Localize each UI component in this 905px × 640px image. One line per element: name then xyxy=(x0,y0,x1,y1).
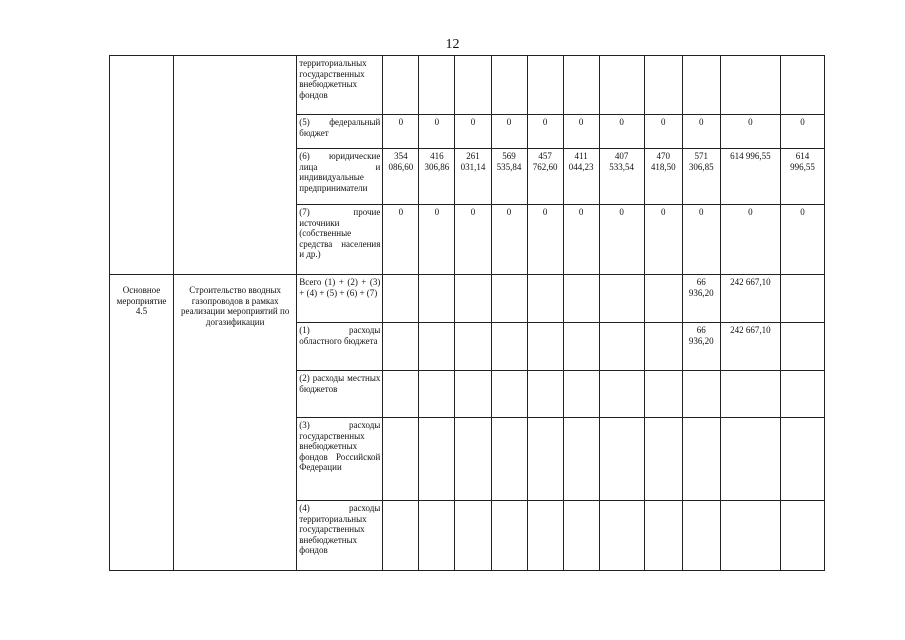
value-cell xyxy=(563,371,599,418)
activity-name-cell: Строительство вводных газопроводов в рамках реализации мероприятий по догазификации xyxy=(174,275,297,571)
funding-source-cell: (6) юридические лица и индивидуальные предприниматели xyxy=(297,149,383,205)
empty-activity-cell xyxy=(110,56,174,275)
value-cell xyxy=(491,56,527,115)
value-cell: 0 xyxy=(720,115,780,149)
value-cell xyxy=(455,275,491,323)
funding-source-cell: территориальных государственных внебюджетных фондов xyxy=(297,56,383,115)
value-cell xyxy=(644,56,682,115)
value-cell xyxy=(780,371,824,418)
value-cell xyxy=(599,323,644,371)
value-cell xyxy=(383,56,419,115)
value-cell xyxy=(563,323,599,371)
value-cell xyxy=(383,501,419,571)
value-cell xyxy=(491,418,527,501)
value-cell: 0 xyxy=(563,115,599,149)
value-cell: 0 xyxy=(455,115,491,149)
value-cell xyxy=(455,56,491,115)
value-cell: 0 xyxy=(419,205,455,275)
funding-source-cell: (1) расходы областного бюджета xyxy=(297,323,383,371)
value-cell: 66 936,20 xyxy=(682,323,720,371)
table-row xyxy=(110,56,825,115)
value-cell: 0 xyxy=(491,115,527,149)
value-cell xyxy=(527,501,563,571)
value-cell xyxy=(419,371,455,418)
value-cell: 569 535,84 xyxy=(491,149,527,205)
budget-table xyxy=(109,55,825,571)
value-cell xyxy=(780,418,824,501)
value-cell: 0 xyxy=(682,205,720,275)
value-cell xyxy=(720,418,780,501)
value-cell xyxy=(720,56,780,115)
value-cell xyxy=(419,501,455,571)
value-cell: 571 306,85 xyxy=(682,149,720,205)
value-cell: 242 667,10 xyxy=(720,323,780,371)
value-cell: 0 xyxy=(599,115,644,149)
value-cell: 0 xyxy=(383,115,419,149)
value-cell xyxy=(527,56,563,115)
funding-source-cell: (3) расходы государственных внебюджетных фондов Российской Федерации xyxy=(297,418,383,501)
value-cell xyxy=(419,323,455,371)
value-cell xyxy=(455,418,491,501)
value-cell xyxy=(780,501,824,571)
value-cell xyxy=(527,371,563,418)
value-cell: 0 xyxy=(419,115,455,149)
value-cell xyxy=(563,501,599,571)
value-cell: 411 044,23 xyxy=(563,149,599,205)
value-cell xyxy=(599,501,644,571)
value-cell xyxy=(780,56,824,115)
value-cell xyxy=(383,418,419,501)
value-cell xyxy=(780,275,824,323)
value-cell: 0 xyxy=(780,205,824,275)
value-cell xyxy=(491,323,527,371)
funding-source-cell: (2) расходы местных бюджетов xyxy=(297,371,383,418)
value-cell xyxy=(563,56,599,115)
value-cell xyxy=(527,275,563,323)
funding-source-cell: Всего (1) + (2) + (3) + (4) + (5) + (6) + (7) xyxy=(297,275,383,323)
value-cell xyxy=(720,501,780,571)
value-cell xyxy=(599,371,644,418)
value-cell: 457 762,60 xyxy=(527,149,563,205)
value-cell xyxy=(527,323,563,371)
value-cell xyxy=(563,418,599,501)
value-cell xyxy=(455,323,491,371)
value-cell: 0 xyxy=(491,205,527,275)
value-cell: 66 936,20 xyxy=(682,275,720,323)
value-cell: 0 xyxy=(644,115,682,149)
value-cell xyxy=(455,501,491,571)
value-cell: 354 086,60 xyxy=(383,149,419,205)
empty-name-cell xyxy=(174,56,297,275)
funding-source-cell: (7) прочие источники (собственные средства населения и др.) xyxy=(297,205,383,275)
value-cell: 614 996,55 xyxy=(720,149,780,205)
value-cell: 0 xyxy=(682,115,720,149)
value-cell xyxy=(527,418,563,501)
value-cell: 0 xyxy=(527,205,563,275)
value-cell: 407 533,54 xyxy=(599,149,644,205)
value-cell xyxy=(682,501,720,571)
value-cell xyxy=(720,371,780,418)
page-number: 12 xyxy=(445,37,460,52)
value-cell: 0 xyxy=(720,205,780,275)
value-cell xyxy=(419,56,455,115)
value-cell xyxy=(491,371,527,418)
value-cell xyxy=(455,371,491,418)
value-cell: 0 xyxy=(527,115,563,149)
value-cell: 614 996,55 xyxy=(780,149,824,205)
value-cell: 261 031,14 xyxy=(455,149,491,205)
value-cell xyxy=(383,275,419,323)
value-cell xyxy=(599,56,644,115)
value-cell xyxy=(599,418,644,501)
value-cell xyxy=(682,371,720,418)
value-cell: 0 xyxy=(644,205,682,275)
activity-label-cell: Основное мероприятие 4.5 xyxy=(110,275,174,571)
value-cell xyxy=(419,418,455,501)
value-cell xyxy=(491,275,527,323)
value-cell xyxy=(780,323,824,371)
funding-source-cell: (4) расходы территориальных государственных внебюджетных фондов xyxy=(297,501,383,571)
value-cell: 0 xyxy=(599,205,644,275)
value-cell: 416 306,86 xyxy=(419,149,455,205)
value-cell xyxy=(644,371,682,418)
value-cell xyxy=(599,275,644,323)
value-cell xyxy=(644,418,682,501)
value-cell xyxy=(644,323,682,371)
value-cell xyxy=(644,501,682,571)
value-cell: 0 xyxy=(563,205,599,275)
value-cell xyxy=(491,501,527,571)
table-row xyxy=(110,275,825,323)
value-cell xyxy=(419,275,455,323)
value-cell: 0 xyxy=(780,115,824,149)
value-cell xyxy=(682,56,720,115)
value-cell: 470 418,50 xyxy=(644,149,682,205)
value-cell xyxy=(563,275,599,323)
value-cell xyxy=(383,323,419,371)
value-cell: 242 667,10 xyxy=(720,275,780,323)
value-cell xyxy=(682,418,720,501)
value-cell: 0 xyxy=(383,205,419,275)
value-cell: 0 xyxy=(455,205,491,275)
value-cell xyxy=(383,371,419,418)
value-cell xyxy=(644,275,682,323)
funding-source-cell: (5) федеральный бюджет xyxy=(297,115,383,149)
